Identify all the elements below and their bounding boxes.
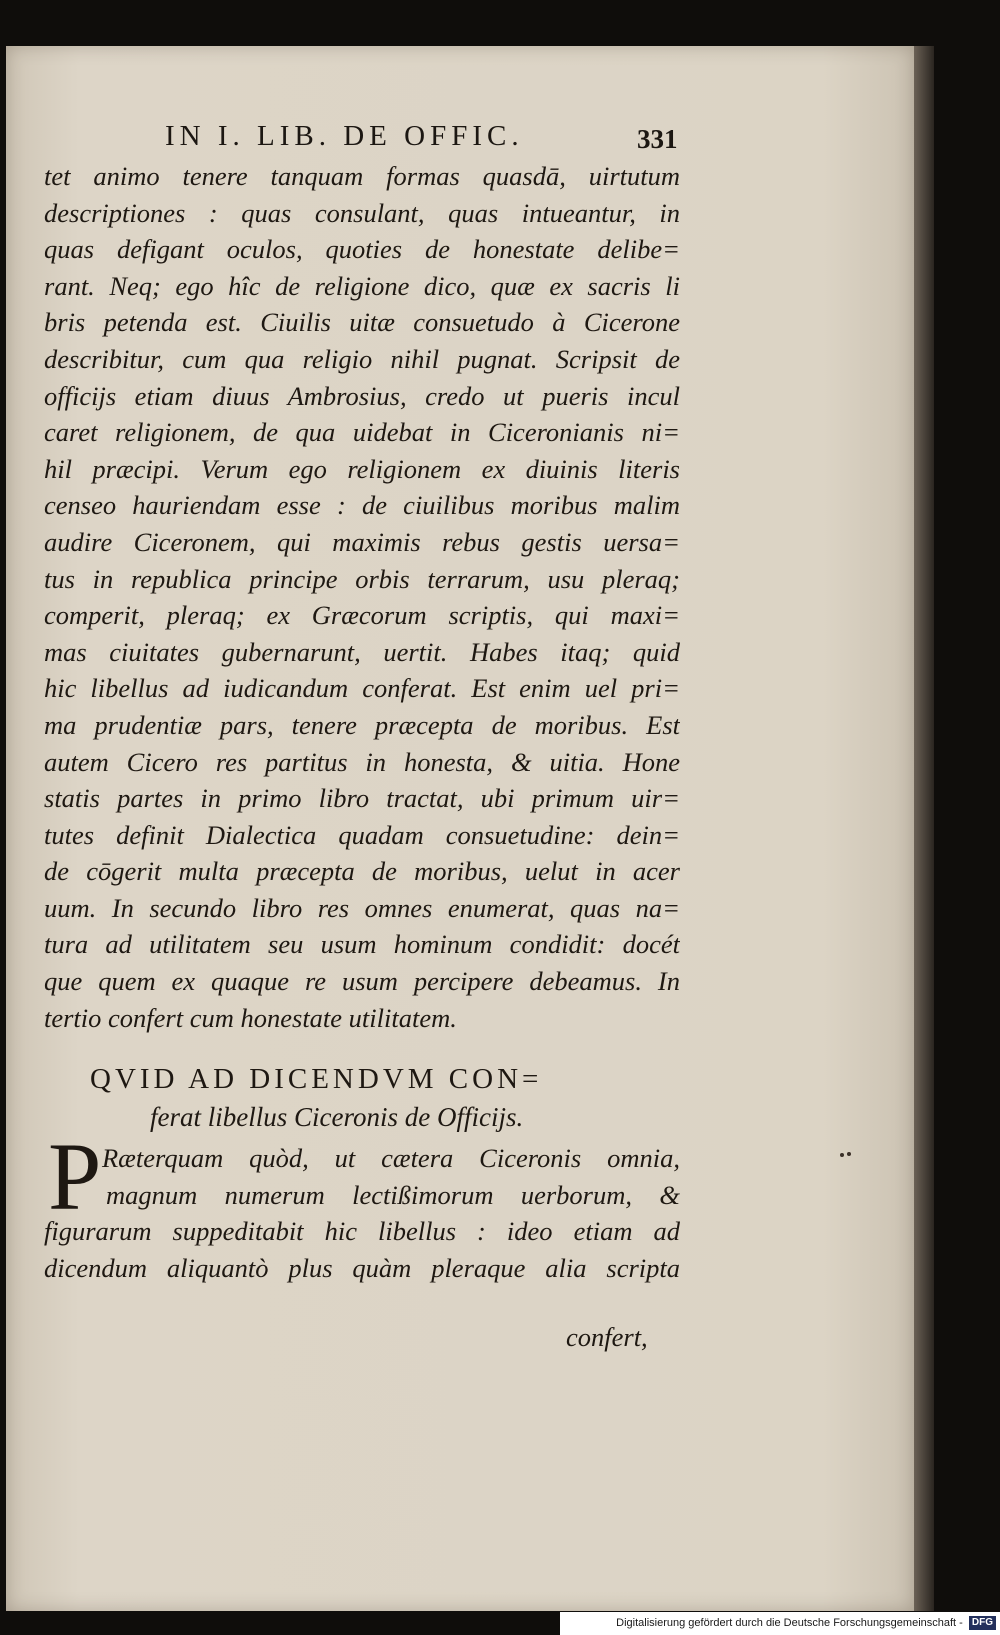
text-line: que quem ex quaque re usum percipere debeamus. In — [44, 966, 680, 997]
drop-cap: P — [48, 1123, 102, 1230]
paragraph-1 — [44, 158, 680, 1036]
dfg-logo: DFG — [969, 1616, 996, 1630]
text-line: magnum numerum lectißimorum uerborum, & — [106, 1179, 680, 1210]
text-line: ma prudentiæ pars, tenere præcepta de moribus. Est — [44, 709, 680, 740]
text-line: officijs etiam diuus Ambrosius, credo ut pueris incul — [44, 380, 680, 411]
text-line: audire Ciceronem, qui maximis rebus gestis uersa= — [44, 526, 680, 557]
text-line: hil præcipi. Verum ego religionem ex diuinis literis — [44, 453, 680, 484]
catchword: confert, — [566, 1322, 648, 1352]
text-line: describitur, cum qua religio nihil pugnat. Scripsit de — [44, 343, 680, 374]
text-line: uum. In secundo libro res omnes enumerat, quas na= — [44, 892, 680, 923]
text-line: mas ciuitates gubernarunt, uertit. Habes itaq; quid — [44, 636, 680, 667]
text-line: dicendum aliquantò plus quàm pleraque alia scripta — [44, 1252, 680, 1283]
text-line: de cōgerit multa præcepta de moribus, uelut in acer — [44, 856, 680, 887]
paragraph-2 — [44, 1140, 680, 1286]
text-line: autem Cicero res partitus in honesta, & uitia. Hone — [44, 746, 680, 777]
text-line: descriptiones : quas consulant, quas intueantur, in — [44, 197, 680, 228]
text-line: bris petenda est. Ciuilis uitæ consuetudo à Cicerone — [44, 307, 680, 338]
text-line: quas defigant oculos, quoties de honestate delibe= — [44, 234, 680, 265]
text-line: Ræterquam quòd, ut cætera Ciceronis omnia, — [102, 1143, 680, 1173]
page-edge — [914, 46, 934, 1611]
text-line: statis partes in primo libro tractat, ubi primum uir= — [44, 783, 680, 814]
text-line: comperit, pleraq; ex Græcorum scriptis, qui maxi= — [44, 600, 680, 631]
text-line: tutes definit Dialectica quadam consuetudine: dein= — [44, 819, 680, 850]
ink-specks — [840, 1152, 852, 1158]
text-line: caret religionem, de qua uidebat in Ciceronianis ni= — [44, 417, 680, 448]
text-line: rant. Neq; ego hîc de religione dico, quæ ex sacris li — [44, 270, 680, 301]
text-line: tura ad utilitatem seu usum hominum condidit: docét — [44, 929, 680, 960]
page-number: 331 — [637, 124, 678, 154]
heading-subtitle: ferat libellus Ciceronis de Officijs. — [150, 1102, 524, 1132]
speck — [840, 1153, 844, 1157]
text-line: hic libellus ad iudicandum conferat. Est enim uel pri= — [44, 673, 680, 704]
text-line: tet animo tenere tanquam formas quasdā, uirtutum — [44, 161, 680, 191]
running-head: IN I. LIB. DE OFFIC. — [165, 120, 524, 152]
footer-text: Digitalisierung gefördert durch die Deutsche Forschungsgemeinschaft - — [616, 1617, 963, 1629]
text-line: tertio confert cum honestate utilitatem. — [44, 1002, 457, 1033]
section-heading — [90, 1060, 650, 1136]
digitization-footer — [560, 1612, 1000, 1635]
text-line: censeo hauriendam esse : de ciuilibus moribus malim — [44, 490, 680, 521]
text-line: tus in republica principe orbis terrarum, usu pleraq; — [44, 563, 680, 594]
text-line: figurarum suppeditabit hic libellus : ideo etiam ad — [44, 1216, 680, 1247]
heading-caps: QVID AD DICENDVM CON= — [90, 1063, 543, 1095]
speck — [847, 1152, 851, 1156]
